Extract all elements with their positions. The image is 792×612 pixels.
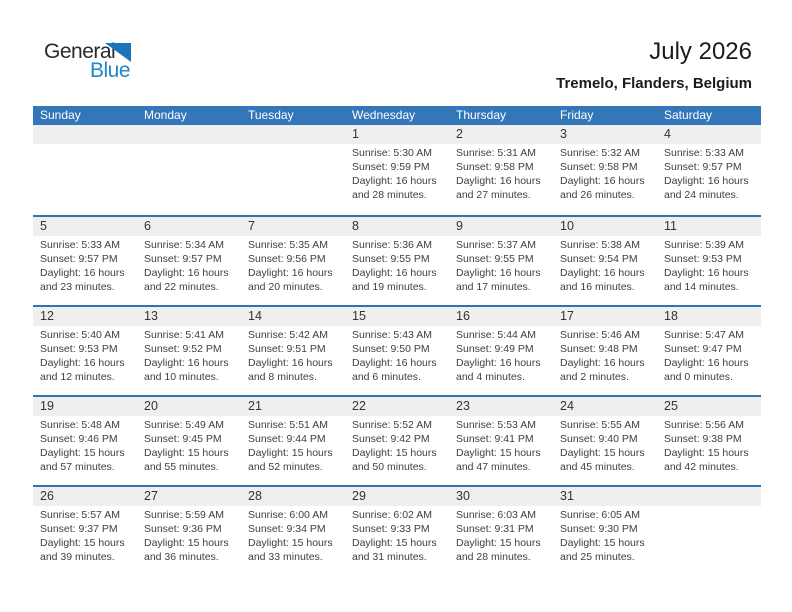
sunrise-text: Sunrise: 5:38 AM [560,239,640,251]
sunset-text: Sunset: 9:51 PM [248,343,326,355]
day-number: 29 [345,487,449,506]
day-number: 12 [33,307,137,326]
sunset-text: Sunset: 9:55 PM [456,253,534,265]
daylight-text-line2: and 4 minutes. [456,371,525,383]
day-details [449,506,553,564]
daylight-text-line2: and 14 minutes. [664,281,739,293]
day-number: 18 [657,307,761,326]
sunset-text: Sunset: 9:59 PM [352,161,430,173]
sunset-text: Sunset: 9:33 PM [352,523,430,535]
weekday-header-tuesday: Tuesday [248,108,294,122]
day-cell [657,307,761,395]
location-subtitle: Tremelo, Flanders, Belgium [556,75,752,92]
sunrise-text: Sunrise: 5:31 AM [456,147,536,159]
day-number: 10 [553,217,657,236]
day-cell [449,487,553,575]
day-number: 21 [241,397,345,416]
sunset-text: Sunset: 9:40 PM [560,433,638,445]
weekday-header-friday: Friday [560,108,594,122]
day-number: 15 [345,307,449,326]
sunset-text: Sunset: 9:34 PM [248,523,326,535]
sunset-text: Sunset: 9:58 PM [560,161,638,173]
day-details [553,326,657,384]
week-row [33,215,761,305]
day-number: 17 [553,307,657,326]
sunset-text: Sunset: 9:52 PM [144,343,222,355]
day-number [657,487,761,506]
daylight-text-line2: and 24 minutes. [664,189,739,201]
day-number: 25 [657,397,761,416]
day-details [33,416,137,474]
day-number: 5 [33,217,137,236]
day-details [449,416,553,474]
day-cell [657,397,761,485]
day-cell [345,397,449,485]
logo-text-general: General [44,40,116,63]
daylight-text-line2: and 33 minutes. [248,551,323,563]
day-cell [553,217,657,305]
day-cell [449,307,553,395]
day-cell [345,307,449,395]
sunrise-text: Sunrise: 6:03 AM [456,509,536,521]
day-details [33,326,137,384]
daylight-text-line1: Daylight: 15 hours [560,537,645,549]
day-cell [33,487,137,575]
day-details [657,326,761,384]
day-number: 4 [657,125,761,144]
daylight-text-line2: and 47 minutes. [456,461,531,473]
daylight-text-line1: Daylight: 15 hours [40,537,125,549]
sunset-text: Sunset: 9:36 PM [144,523,222,535]
day-number: 28 [241,487,345,506]
day-number: 13 [137,307,241,326]
weekday-header-row [33,106,761,125]
day-details [33,236,137,294]
daylight-text-line1: Daylight: 15 hours [352,447,437,459]
sunrise-text: Sunrise: 5:30 AM [352,147,432,159]
daylight-text-line2: and 8 minutes. [248,371,317,383]
day-number: 7 [241,217,345,236]
day-cell [137,397,241,485]
sunrise-text: Sunrise: 5:35 AM [248,239,328,251]
day-number: 11 [657,217,761,236]
day-details [137,506,241,564]
day-cell [33,217,137,305]
day-cell [345,125,449,215]
daylight-text-line1: Daylight: 16 hours [560,267,645,279]
daylight-text-line2: and 28 minutes. [352,189,427,201]
daylight-text-line2: and 16 minutes. [560,281,635,293]
day-details [137,416,241,474]
day-number: 22 [345,397,449,416]
sunset-text: Sunset: 9:44 PM [248,433,326,445]
daylight-text-line1: Daylight: 15 hours [248,447,333,459]
sunset-text: Sunset: 9:41 PM [456,433,534,445]
day-cell [553,125,657,215]
sunrise-text: Sunrise: 5:34 AM [144,239,224,251]
day-number: 20 [137,397,241,416]
daylight-text-line2: and 55 minutes. [144,461,219,473]
day-cell [449,125,553,215]
daylight-text-line2: and 25 minutes. [560,551,635,563]
sunrise-text: Sunrise: 5:55 AM [560,419,640,431]
day-number [137,125,241,144]
weekday-header-wednesday: Wednesday [352,108,416,122]
week-row [33,125,761,215]
sunset-text: Sunset: 9:53 PM [40,343,118,355]
weekday-header-sunday: Sunday [40,108,81,122]
daylight-text-line1: Daylight: 16 hours [40,267,125,279]
daylight-text-line2: and 19 minutes. [352,281,427,293]
day-cell [345,487,449,575]
sunset-text: Sunset: 9:57 PM [40,253,118,265]
daylight-text-line2: and 23 minutes. [40,281,115,293]
sunset-text: Sunset: 9:55 PM [352,253,430,265]
empty-day-cell [241,125,345,215]
day-details [137,326,241,384]
day-details [241,326,345,384]
general-blue-logo [44,40,164,88]
day-details [345,144,449,202]
day-cell [33,307,137,395]
sunrise-text: Sunrise: 5:43 AM [352,329,432,341]
weekday-header-monday: Monday [144,108,187,122]
day-number: 9 [449,217,553,236]
sunrise-text: Sunrise: 5:42 AM [248,329,328,341]
day-number: 23 [449,397,553,416]
daylight-text-line2: and 36 minutes. [144,551,219,563]
daylight-text-line1: Daylight: 15 hours [664,447,749,459]
sunrise-text: Sunrise: 5:47 AM [664,329,744,341]
daylight-text-line2: and 45 minutes. [560,461,635,473]
sunset-text: Sunset: 9:30 PM [560,523,638,535]
daylight-text-line1: Daylight: 16 hours [456,267,541,279]
daylight-text-line2: and 6 minutes. [352,371,421,383]
sunset-text: Sunset: 9:48 PM [560,343,638,355]
day-number: 2 [449,125,553,144]
day-details [449,144,553,202]
day-details [553,144,657,202]
empty-day-cell [657,487,761,575]
sunrise-text: Sunrise: 5:36 AM [352,239,432,251]
sunset-text: Sunset: 9:56 PM [248,253,326,265]
daylight-text-line1: Daylight: 15 hours [40,447,125,459]
daylight-text-line2: and 50 minutes. [352,461,427,473]
daylight-text-line2: and 39 minutes. [40,551,115,563]
header-titles [556,38,752,92]
daylight-text-line1: Daylight: 15 hours [560,447,645,459]
logo-text-blue: Blue [90,59,131,82]
daylight-text-line1: Daylight: 15 hours [456,447,541,459]
day-number: 8 [345,217,449,236]
sunrise-text: Sunrise: 5:48 AM [40,419,120,431]
sunset-text: Sunset: 9:49 PM [456,343,534,355]
sunrise-text: Sunrise: 5:51 AM [248,419,328,431]
day-number: 1 [345,125,449,144]
daylight-text-line1: Daylight: 15 hours [456,537,541,549]
daylight-text-line2: and 22 minutes. [144,281,219,293]
daylight-text-line1: Daylight: 15 hours [144,447,229,459]
sunrise-text: Sunrise: 5:32 AM [560,147,640,159]
day-cell [241,217,345,305]
sunset-text: Sunset: 9:50 PM [352,343,430,355]
sunrise-text: Sunrise: 5:59 AM [144,509,224,521]
day-cell [137,217,241,305]
day-number [241,125,345,144]
sunrise-text: Sunrise: 5:53 AM [456,419,536,431]
day-cell [553,307,657,395]
sunrise-text: Sunrise: 5:41 AM [144,329,224,341]
daylight-text-line2: and 28 minutes. [456,551,531,563]
week-row [33,305,761,395]
day-details [449,236,553,294]
day-cell [449,397,553,485]
day-details [345,506,449,564]
sunset-text: Sunset: 9:57 PM [144,253,222,265]
sunset-text: Sunset: 9:38 PM [664,433,742,445]
day-details [657,144,761,202]
daylight-text-line2: and 31 minutes. [352,551,427,563]
week-row [33,485,761,575]
daylight-text-line2: and 10 minutes. [144,371,219,383]
daylight-text-line2: and 52 minutes. [248,461,323,473]
day-cell [553,487,657,575]
daylight-text-line2: and 26 minutes. [560,189,635,201]
day-number: 27 [137,487,241,506]
day-cell [657,125,761,215]
sunrise-text: Sunrise: 5:37 AM [456,239,536,251]
day-details [553,416,657,474]
daylight-text-line1: Daylight: 16 hours [560,175,645,187]
sunrise-text: Sunrise: 5:44 AM [456,329,536,341]
daylight-text-line1: Daylight: 16 hours [560,357,645,369]
day-details [241,236,345,294]
daylight-text-line1: Daylight: 15 hours [144,537,229,549]
day-number: 6 [137,217,241,236]
day-cell [241,487,345,575]
empty-day-cell [33,125,137,215]
daylight-text-line2: and 0 minutes. [664,371,733,383]
day-details [553,506,657,564]
sunset-text: Sunset: 9:58 PM [456,161,534,173]
sunrise-text: Sunrise: 5:39 AM [664,239,744,251]
sunset-text: Sunset: 9:53 PM [664,253,742,265]
sunrise-text: Sunrise: 5:40 AM [40,329,120,341]
sunrise-text: Sunrise: 5:46 AM [560,329,640,341]
day-details [449,326,553,384]
daylight-text-line1: Daylight: 16 hours [664,267,749,279]
daylight-text-line1: Daylight: 16 hours [352,357,437,369]
sunset-text: Sunset: 9:54 PM [560,253,638,265]
empty-day-cell [137,125,241,215]
day-details [553,236,657,294]
day-number: 26 [33,487,137,506]
daylight-text-line1: Daylight: 16 hours [352,267,437,279]
day-cell [241,397,345,485]
day-cell [553,397,657,485]
day-details [241,416,345,474]
sunrise-text: Sunrise: 5:49 AM [144,419,224,431]
day-cell [33,397,137,485]
daylight-text-line1: Daylight: 16 hours [248,267,333,279]
daylight-text-line1: Daylight: 16 hours [248,357,333,369]
day-cell [449,217,553,305]
sunset-text: Sunset: 9:46 PM [40,433,118,445]
day-cell [657,217,761,305]
sunset-text: Sunset: 9:57 PM [664,161,742,173]
day-number: 30 [449,487,553,506]
sunset-text: Sunset: 9:47 PM [664,343,742,355]
daylight-text-line1: Daylight: 16 hours [664,357,749,369]
daylight-text-line1: Daylight: 16 hours [144,357,229,369]
day-number [33,125,137,144]
day-number: 16 [449,307,553,326]
sunrise-text: Sunrise: 5:33 AM [664,147,744,159]
day-details [345,236,449,294]
day-cell [137,487,241,575]
sunrise-text: Sunrise: 6:00 AM [248,509,328,521]
day-details [657,416,761,474]
day-details [345,416,449,474]
day-number: 3 [553,125,657,144]
daylight-text-line2: and 42 minutes. [664,461,739,473]
day-details [241,506,345,564]
week-row [33,395,761,485]
day-number: 31 [553,487,657,506]
daylight-text-line2: and 27 minutes. [456,189,531,201]
daylight-text-line1: Daylight: 16 hours [144,267,229,279]
sunrise-text: Sunrise: 5:57 AM [40,509,120,521]
day-cell [345,217,449,305]
daylight-text-line2: and 57 minutes. [40,461,115,473]
sunrise-text: Sunrise: 6:05 AM [560,509,640,521]
daylight-text-line2: and 20 minutes. [248,281,323,293]
day-number: 19 [33,397,137,416]
day-cell [241,307,345,395]
sunset-text: Sunset: 9:37 PM [40,523,118,535]
page-title: July 2026 [649,38,752,65]
day-details [657,236,761,294]
day-details [137,236,241,294]
daylight-text-line1: Daylight: 16 hours [664,175,749,187]
weekday-header-saturday: Saturday [664,108,713,122]
sunset-text: Sunset: 9:42 PM [352,433,430,445]
weekday-header-thursday: Thursday [456,108,507,122]
daylight-text-line1: Daylight: 16 hours [352,175,437,187]
sunrise-text: Sunrise: 5:33 AM [40,239,120,251]
daylight-text-line1: Daylight: 16 hours [456,357,541,369]
daylight-text-line2: and 2 minutes. [560,371,629,383]
sunrise-text: Sunrise: 6:02 AM [352,509,432,521]
day-details [33,506,137,564]
daylight-text-line1: Daylight: 15 hours [248,537,333,549]
day-cell [137,307,241,395]
calendar-grid [33,106,761,575]
day-number: 14 [241,307,345,326]
day-number: 24 [553,397,657,416]
daylight-text-line2: and 17 minutes. [456,281,531,293]
calendar-weeks [33,125,761,575]
daylight-text-line2: and 12 minutes. [40,371,115,383]
day-details [345,326,449,384]
sunset-text: Sunset: 9:45 PM [144,433,222,445]
daylight-text-line1: Daylight: 15 hours [352,537,437,549]
daylight-text-line1: Daylight: 16 hours [456,175,541,187]
daylight-text-line1: Daylight: 16 hours [40,357,125,369]
sunset-text: Sunset: 9:31 PM [456,523,534,535]
sunrise-text: Sunrise: 5:52 AM [352,419,432,431]
sunrise-text: Sunrise: 5:56 AM [664,419,744,431]
